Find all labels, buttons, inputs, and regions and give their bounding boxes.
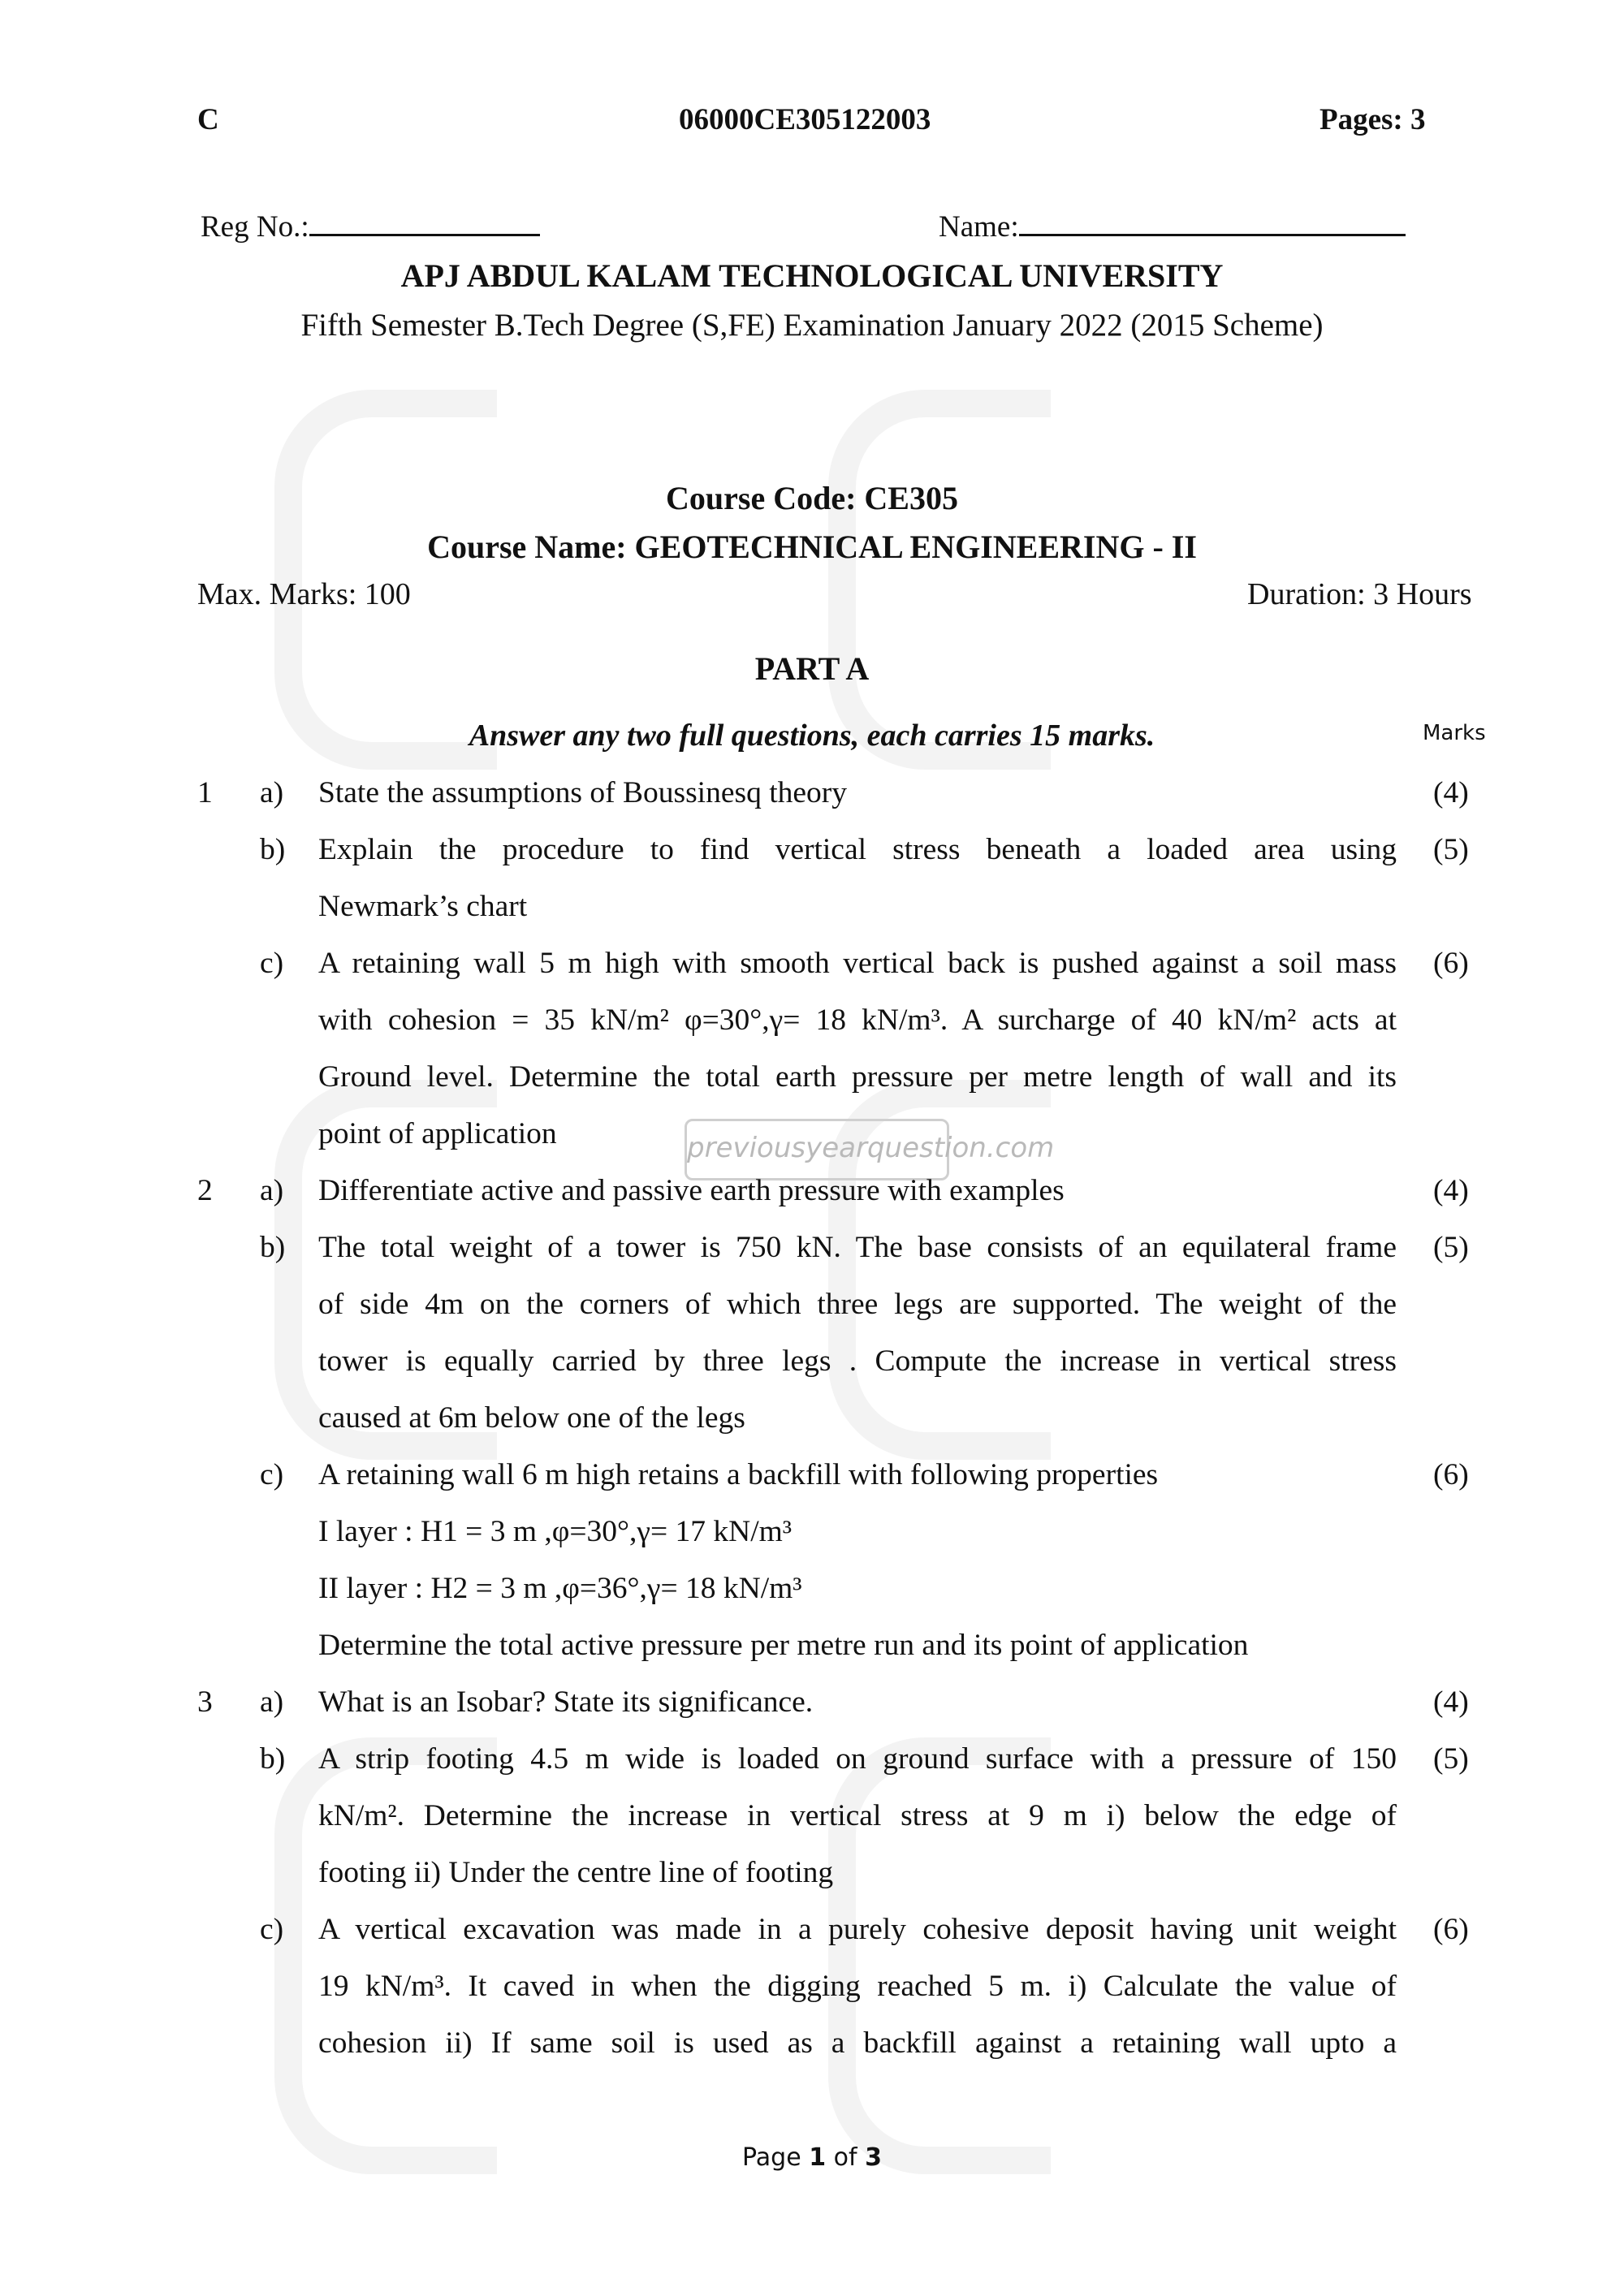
question-set-letter: C	[197, 103, 219, 136]
question-marks: (6)	[1433, 1458, 1469, 1491]
question-marks: (5)	[1433, 1742, 1469, 1776]
question-line: A retaining wall 5 m high with smooth vertical back is pushed against a soil mass	[318, 947, 1397, 980]
question-marks: (4)	[1433, 1685, 1469, 1719]
question-marks: (5)	[1433, 1231, 1469, 1264]
name-label: Name:	[939, 210, 1019, 244]
question-line: Ground level. Determine the total earth pressure per metre length of wall and its	[318, 1060, 1397, 1094]
footer-total-pages: 3	[865, 2143, 882, 2172]
sub-question-label: b)	[260, 1742, 286, 1776]
sub-question-label: c)	[260, 1913, 284, 1946]
footer-current-page: 1	[809, 2143, 827, 2172]
watermark-logo-shape	[828, 390, 1051, 770]
question-line: cohesion ii) If same soil is used as a backfill against a retaining wall upto a	[318, 2026, 1397, 2060]
question-line: II layer : H2 = 3 m ,φ=36°,γ= 18 kN/m³	[318, 1572, 802, 1605]
question-line: A strip footing 4.5 m wide is loaded on ground surface with a pressure of 150	[318, 1742, 1397, 1776]
duration: Duration: 3 Hours	[1247, 577, 1472, 611]
question-line: caused at 6m below one of the legs	[318, 1401, 745, 1435]
question-marks: (6)	[1433, 1913, 1469, 1946]
question-line: of side 4m on the corners of which three legs are supported. The weight of the	[318, 1288, 1397, 1321]
instruction: Answer any two full questions, each carries 15 marks.	[469, 719, 1155, 753]
question-number: 1	[197, 776, 213, 809]
sub-question-label: b)	[260, 833, 286, 866]
question-line: What is an Isobar? State its significance.	[318, 1685, 814, 1719]
question-line: footing ii) Under the centre line of footing	[318, 1856, 834, 1889]
sub-question-label: c)	[260, 1458, 284, 1491]
name-blank	[1019, 214, 1406, 236]
question-marks: (4)	[1433, 776, 1469, 809]
site-watermark: previousyearquestion.com	[685, 1119, 949, 1180]
university-title: APJ ABDUL KALAM TECHNOLOGICAL UNIVERSITY	[400, 257, 1224, 294]
question-line: Newmark’s chart	[318, 890, 528, 923]
question-line: A vertical excavation was made in a purely cohesive deposit having unit weight	[318, 1913, 1397, 1946]
page-footer	[0, 2143, 1624, 2172]
question-marks: (4)	[1433, 1174, 1469, 1207]
reg-no-label: Reg No.:	[201, 210, 309, 244]
question-line: point of application	[318, 1117, 557, 1150]
question-line: Determine the total active pressure per metre run and its point of application	[318, 1629, 1249, 1662]
exam-title: Fifth Semester B.Tech Degree (S,FE) Examination January 2022 (2015 Scheme)	[300, 308, 1324, 343]
question-line: Differentiate active and passive earth pressure with examples	[318, 1174, 1065, 1207]
max-marks: Max. Marks: 100	[197, 577, 411, 611]
question-line: kN/m². Determine the increase in vertical stress at 9 m i) below the edge of	[318, 1799, 1397, 1832]
question-line: I layer : H1 = 3 m ,φ=30°,γ= 17 kN/m³	[318, 1515, 793, 1548]
reg-no-field	[201, 209, 540, 244]
reg-no-blank	[309, 214, 540, 236]
sub-question-label: a)	[260, 1685, 284, 1719]
sub-question-label: b)	[260, 1231, 286, 1264]
question-line: The total weight of a tower is 750 kN. The base consists of an equilateral frame	[318, 1231, 1397, 1264]
page-count: Pages: 3	[1320, 103, 1426, 136]
footer-middle: of	[826, 2143, 866, 2172]
question-line: State the assumptions of Boussinesq theory	[318, 776, 847, 809]
paper-code: 06000CE305122003	[679, 103, 931, 136]
question-line: Explain the procedure to find vertical stress beneath a loaded area using	[318, 833, 1397, 866]
sub-question-label: c)	[260, 947, 284, 980]
question-number: 3	[197, 1685, 213, 1719]
footer-prefix: Page	[742, 2143, 810, 2172]
course-name: Course Name: GEOTECHNICAL ENGINEERING - II	[427, 529, 1197, 565]
question-marks: (5)	[1433, 833, 1469, 866]
question-line: tower is equally carried by three legs . Compute the increase in vertical stress	[318, 1344, 1397, 1378]
sub-question-label: a)	[260, 776, 284, 809]
sub-question-label: a)	[260, 1174, 284, 1207]
question-marks: (6)	[1433, 947, 1469, 980]
question-line: 19 kN/m³. It caved in when the digging reached 5 m. i) Calculate the value of	[318, 1970, 1397, 2003]
question-line: A retaining wall 6 m high retains a backfill with following properties	[318, 1458, 1159, 1491]
name-field	[939, 209, 1406, 244]
question-line: with cohesion = 35 kN/m² φ=30°,γ= 18 kN/m³. A surcharge of 40 kN/m² acts at	[318, 1003, 1397, 1037]
question-number: 2	[197, 1174, 213, 1207]
marks-column-header: Marks	[1423, 721, 1486, 745]
course-code: Course Code: CE305	[666, 480, 958, 516]
part-heading: PART A	[754, 650, 870, 687]
